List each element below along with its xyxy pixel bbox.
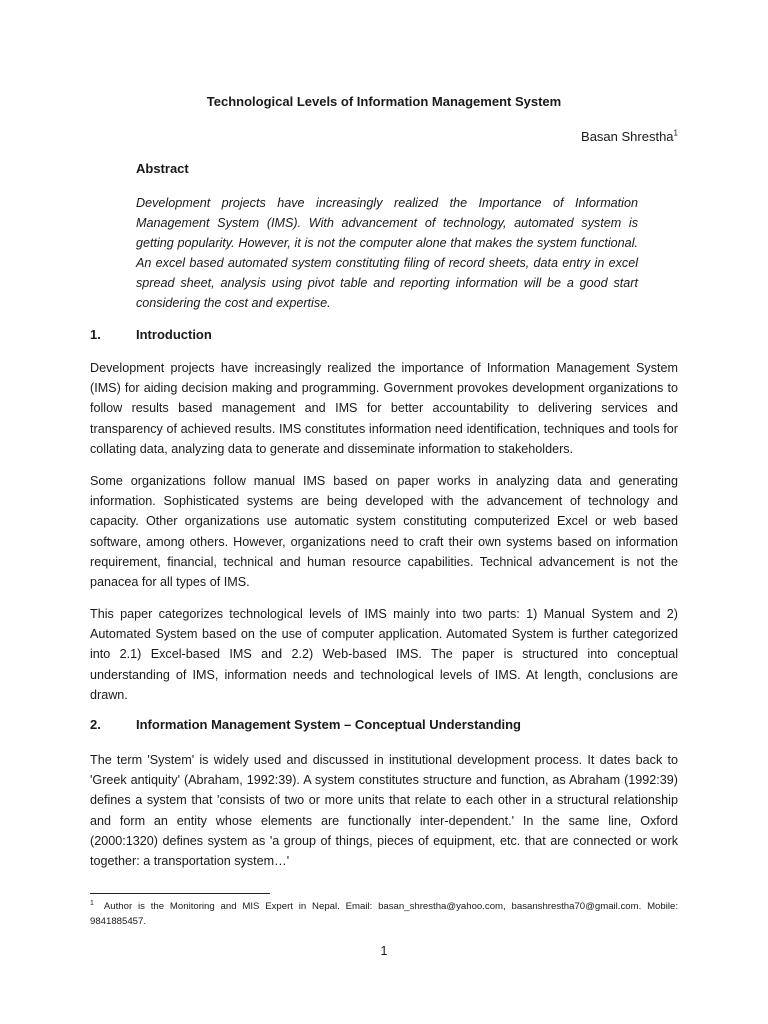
section-number: 2. <box>90 717 101 732</box>
page-number: 1 <box>380 944 388 958</box>
author-footnote-mark: 1 <box>673 128 678 138</box>
abstract-text: Development projects have increasingly realized the Importance of Information Management System (IMS). With advancement of technology, automated system is getting popularity. However, it is not the computer alone that makes the system functional. An excel based automated system constituting filing of record sheets, data entry in excel spread sheet, analysis using pivot table and reporting information will be a good start considering the cost and expertise. <box>136 196 638 310</box>
paper-title: Technological Levels of Information Management System <box>206 94 562 109</box>
paragraph: The term 'System' is widely used and discussed in institutional development process. It dates back to 'Greek antiquity' (Abraham, 1992:39). A system constitutes structure and function, as Abraham (1992:39) defines a system that 'consists of two or more units that relate to each other in a structural relationship and form an entity whose elements are functionally inter-dependent.' In the same line, Oxford (2000:1320) defines system as 'a group of things, pieces of equipment, etc. that are connected or work together: a transportation system…' <box>90 753 678 869</box>
section-heading-ims-conceptual <box>90 717 521 732</box>
footnote-separator <box>90 893 270 894</box>
paragraph: Development projects have increasingly realized the importance of Information Management System (IMS) for aiding decision making and programming. Government provokes development organizations to follow results based management and IMS for better accountability to delivering services and transparency of achieved results. IMS constitutes information need identification, techniques and tools for collating data, analyzing data to generate and disseminate information to stakeholders. <box>90 361 678 456</box>
footnote-text: Author is the Monitoring and MIS Expert in Nepal. Email: basan_shrestha@yahoo.com, basanshrestha70@gmail.com. Mobile: 9841885457. <box>90 901 678 927</box>
section-title: Information Management System – Conceptual Understanding <box>136 717 521 732</box>
paragraph: Some organizations follow manual IMS based on paper works in analyzing data and generating information. Sophisticated systems are being developed with the advancement of technology and capacity. Other organizations use automatic system constituting computerized Excel or web based software, among others. However, organizations need to craft their own systems based on information requirement, financial, technical and human resource capabilities. Technical advancement is not the panacea for all types of IMS. <box>90 474 678 590</box>
author-name: Basan Shrestha <box>581 129 674 144</box>
footnote-mark: 1 <box>90 899 94 907</box>
section-heading-introduction <box>90 327 212 342</box>
footnote <box>90 899 678 929</box>
section-number: 1. <box>90 327 101 342</box>
author-line <box>581 129 678 144</box>
abstract-heading: Abstract <box>136 161 189 176</box>
paragraph: This paper categorizes technological levels of IMS mainly into two parts: 1) Manual System and 2) Automated System based on the use of computer application. Automated System is further categorized into 2.1) Excel-based IMS and 2.2) Web-based IMS. The paper is structured into conceptual understanding of IMS, information needs and technological levels of IMS. At length, conclusions are drawn. <box>90 607 678 702</box>
section-title: Introduction <box>136 327 212 342</box>
